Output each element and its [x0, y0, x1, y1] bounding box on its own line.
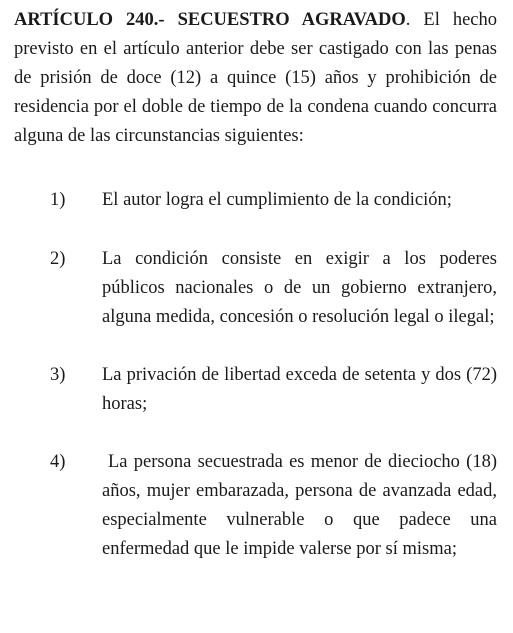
list-item — [14, 245, 497, 332]
list-item-text: La persona secuestrada es menor de dieciocho (18) años, mujer embarazada, persona de avanzada edad, especialmente vulnerable o que padece una enfermedad que le impide valerse por sí misma; — [102, 452, 497, 559]
list-item-number: 3) — [50, 365, 66, 385]
article-intro-text: . El hecho previsto en el artículo anterior debe ser castigado con las penas de prisión de doce (12) a quince (15) años y prohibición de residencia por el doble de tiempo de la condena cuando concurra alguna de las circunstancias siguientes: — [14, 10, 497, 146]
list-item-number: 2) — [50, 249, 66, 269]
list-item-text: La privación de libertad exceda de setenta y dos (72) horas; — [102, 365, 497, 414]
circumstances-list — [14, 186, 497, 564]
list-item-number: 4) — [50, 452, 66, 472]
list-item-text: La condición consiste en exigir a los poderes públicos nacionales o de un gobierno extranjero, alguna medida, concesión o resolución legal o ilegal; — [102, 249, 497, 327]
list-item — [14, 186, 497, 215]
list-item — [14, 448, 497, 564]
article-paragraph — [14, 6, 497, 151]
article-heading: ARTÍCULO 240.- SECUESTRO AGRAVADO — [14, 10, 406, 30]
list-item — [14, 361, 497, 419]
list-item-text: El autor logra el cumplimiento de la condición; — [102, 190, 452, 210]
list-item-number: 1) — [50, 190, 66, 210]
